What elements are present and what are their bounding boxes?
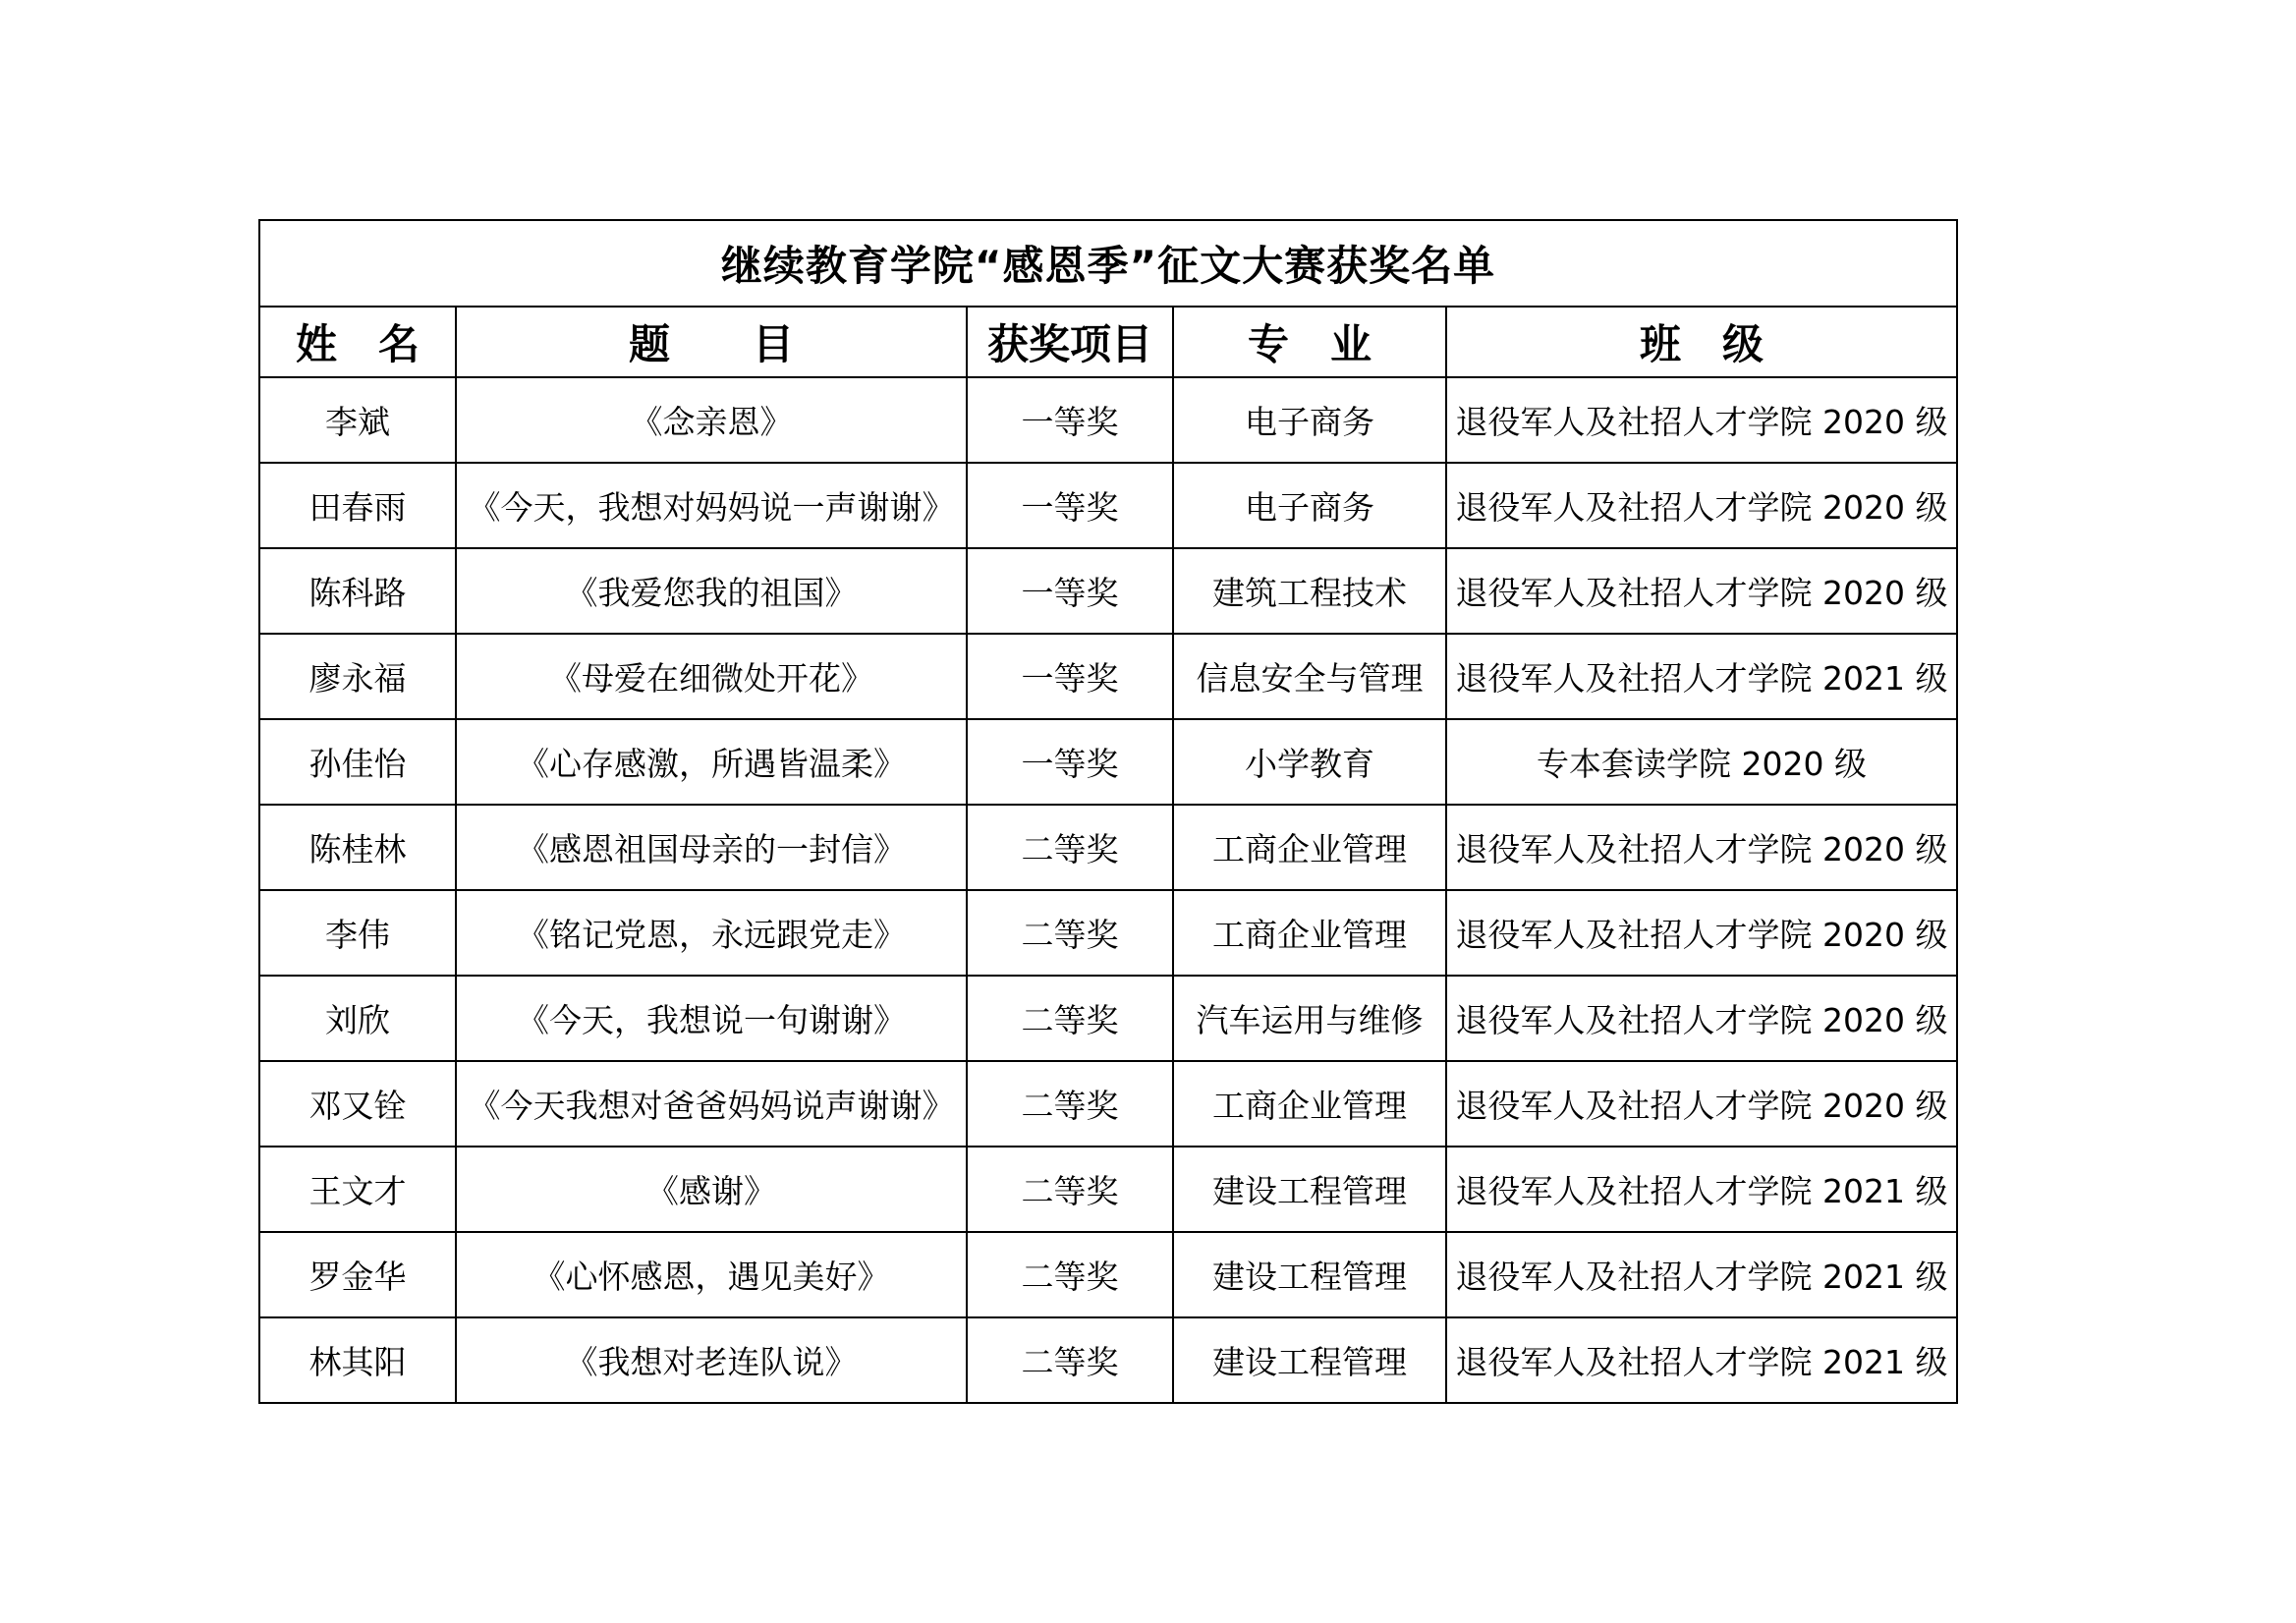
table-title-row xyxy=(259,220,1957,307)
header-award: 获奖项目 xyxy=(967,307,1173,377)
cell-class: 专本套读学院 2020 级 xyxy=(1446,719,1957,805)
cell-topic: 《今天，我想说一句谢谢》 xyxy=(456,976,967,1061)
cell-major: 小学教育 xyxy=(1173,719,1446,805)
cell-class: 退役军人及社招人才学院 2021 级 xyxy=(1446,634,1957,719)
header-name: 姓 名 xyxy=(259,307,456,377)
cell-major: 建设工程管理 xyxy=(1173,1232,1446,1317)
cell-topic: 《念亲恩》 xyxy=(456,377,967,463)
cell-class: 退役军人及社招人才学院 2020 级 xyxy=(1446,1061,1957,1147)
cell-topic: 《今天，我想对妈妈说一声谢谢》 xyxy=(456,463,967,548)
cell-topic: 《感谢》 xyxy=(456,1147,967,1232)
cell-major: 汽车运用与维修 xyxy=(1173,976,1446,1061)
cell-topic: 《我想对老连队说》 xyxy=(456,1317,967,1403)
cell-class: 退役军人及社招人才学院 2020 级 xyxy=(1446,377,1957,463)
cell-award: 一等奖 xyxy=(967,463,1173,548)
cell-name: 罗金华 xyxy=(259,1232,456,1317)
cell-class: 退役军人及社招人才学院 2020 级 xyxy=(1446,463,1957,548)
cell-award: 一等奖 xyxy=(967,548,1173,634)
table-row xyxy=(259,976,1957,1061)
table-row xyxy=(259,890,1957,976)
cell-class: 退役军人及社招人才学院 2020 级 xyxy=(1446,976,1957,1061)
cell-major: 工商企业管理 xyxy=(1173,805,1446,890)
cell-class: 退役军人及社招人才学院 2020 级 xyxy=(1446,890,1957,976)
cell-major: 信息安全与管理 xyxy=(1173,634,1446,719)
cell-name: 王文才 xyxy=(259,1147,456,1232)
cell-major: 建设工程管理 xyxy=(1173,1317,1446,1403)
cell-major: 工商企业管理 xyxy=(1173,890,1446,976)
table-row xyxy=(259,463,1957,548)
cell-name: 李伟 xyxy=(259,890,456,976)
table-row xyxy=(259,719,1957,805)
table-row xyxy=(259,634,1957,719)
cell-major: 电子商务 xyxy=(1173,463,1446,548)
cell-name: 田春雨 xyxy=(259,463,456,548)
cell-award: 二等奖 xyxy=(967,976,1173,1061)
cell-major: 建设工程管理 xyxy=(1173,1147,1446,1232)
cell-award: 二等奖 xyxy=(967,1232,1173,1317)
cell-topic: 《心存感激，所遇皆温柔》 xyxy=(456,719,967,805)
cell-class: 退役军人及社招人才学院 2021 级 xyxy=(1446,1147,1957,1232)
header-major: 专 业 xyxy=(1173,307,1446,377)
table-row xyxy=(259,1232,1957,1317)
cell-award: 二等奖 xyxy=(967,1317,1173,1403)
cell-award: 二等奖 xyxy=(967,890,1173,976)
cell-name: 陈科路 xyxy=(259,548,456,634)
cell-topic: 《我爱您我的祖国》 xyxy=(456,548,967,634)
cell-name: 孙佳怡 xyxy=(259,719,456,805)
document-title: 继续教育学院“感恩季”征文大赛获奖名单 xyxy=(259,220,1957,307)
cell-name: 李斌 xyxy=(259,377,456,463)
table-row xyxy=(259,1317,1957,1403)
cell-award: 一等奖 xyxy=(967,377,1173,463)
cell-award: 一等奖 xyxy=(967,719,1173,805)
cell-award: 二等奖 xyxy=(967,1061,1173,1147)
cell-name: 刘欣 xyxy=(259,976,456,1061)
cell-topic: 《母爱在细微处开花》 xyxy=(456,634,967,719)
cell-major: 建筑工程技术 xyxy=(1173,548,1446,634)
table-row xyxy=(259,377,1957,463)
table-row xyxy=(259,548,1957,634)
cell-topic: 《感恩祖国母亲的一封信》 xyxy=(456,805,967,890)
cell-class: 退役军人及社招人才学院 2021 级 xyxy=(1446,1317,1957,1403)
cell-major: 电子商务 xyxy=(1173,377,1446,463)
cell-name: 陈桂林 xyxy=(259,805,456,890)
cell-award: 二等奖 xyxy=(967,805,1173,890)
header-topic: 题 目 xyxy=(456,307,967,377)
cell-name: 廖永福 xyxy=(259,634,456,719)
cell-topic: 《今天我想对爸爸妈妈说声谢谢》 xyxy=(456,1061,967,1147)
cell-award: 二等奖 xyxy=(967,1147,1173,1232)
cell-class: 退役军人及社招人才学院 2020 级 xyxy=(1446,548,1957,634)
cell-major: 工商企业管理 xyxy=(1173,1061,1446,1147)
cell-topic: 《铭记党恩，永远跟党走》 xyxy=(456,890,967,976)
table-row xyxy=(259,1147,1957,1232)
cell-name: 邓又铨 xyxy=(259,1061,456,1147)
table-row xyxy=(259,1061,1957,1147)
cell-class: 退役军人及社招人才学院 2021 级 xyxy=(1446,1232,1957,1317)
cell-topic: 《心怀感恩，遇见美好》 xyxy=(456,1232,967,1317)
table-row xyxy=(259,805,1957,890)
cell-award: 一等奖 xyxy=(967,634,1173,719)
table-header-row xyxy=(259,307,1957,377)
cell-class: 退役军人及社招人才学院 2020 级 xyxy=(1446,805,1957,890)
cell-name: 林其阳 xyxy=(259,1317,456,1403)
award-list-table xyxy=(258,219,1958,1404)
header-class: 班 级 xyxy=(1446,307,1957,377)
